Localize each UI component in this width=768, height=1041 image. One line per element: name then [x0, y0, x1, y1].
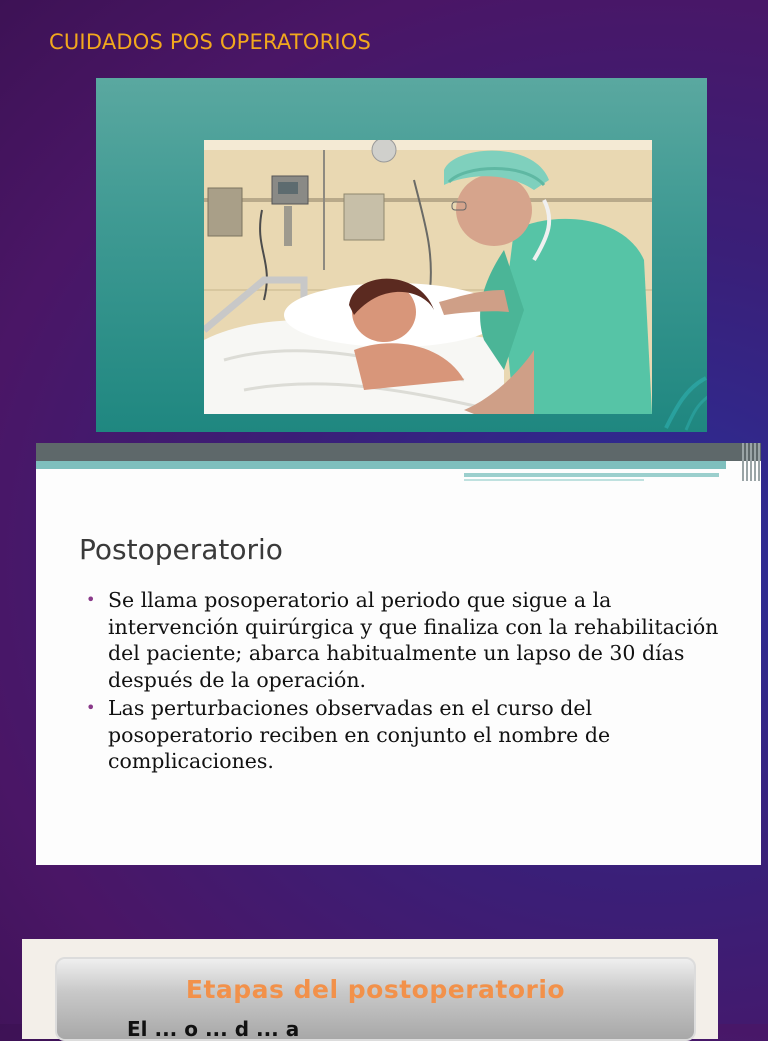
bullet-item — [84, 587, 724, 693]
header-thin-line-2 — [464, 479, 644, 481]
header-thin-line — [464, 473, 719, 477]
slide3-title: Etapas del postoperatorio — [185, 975, 566, 1004]
bullet-item — [84, 695, 724, 775]
header-accent-bar — [36, 461, 726, 469]
hospital-recovery-photo — [204, 140, 652, 414]
decorative-swirl-icon — [656, 368, 707, 432]
header-stripe — [750, 443, 752, 481]
bullet-text: Las perturbaciones observadas en el curso del posoperatorio reciben en conjunto el nombre de complicaciones. — [108, 696, 611, 773]
photo-frame — [96, 78, 707, 432]
header-stripe — [758, 443, 760, 481]
slide3-partial-text: El ... o ... d ... a — [127, 1017, 300, 1041]
slide-title: CUIDADOS POS OPERATORIOS — [49, 30, 372, 54]
header-bar — [36, 443, 761, 461]
bullet-text: Se llama posoperatorio al periodo que sigue a la intervención quirúrgica y que finaliza con la rehabilitación del paciente; abarca habitualmente un lapso de 30 días después de la operación. — [108, 588, 719, 692]
header-stripe — [754, 443, 756, 481]
etapas-slide — [22, 939, 718, 1039]
header-stripe — [742, 443, 744, 481]
bullet-dot-icon: • — [86, 698, 96, 717]
postoperatorio-slide — [36, 443, 761, 865]
slide-heading: Postoperatorio — [79, 533, 283, 566]
bullet-list — [84, 587, 724, 775]
bullet-dot-icon: • — [86, 590, 96, 609]
header-stripe — [746, 443, 748, 481]
slide3-banner — [55, 957, 696, 1041]
